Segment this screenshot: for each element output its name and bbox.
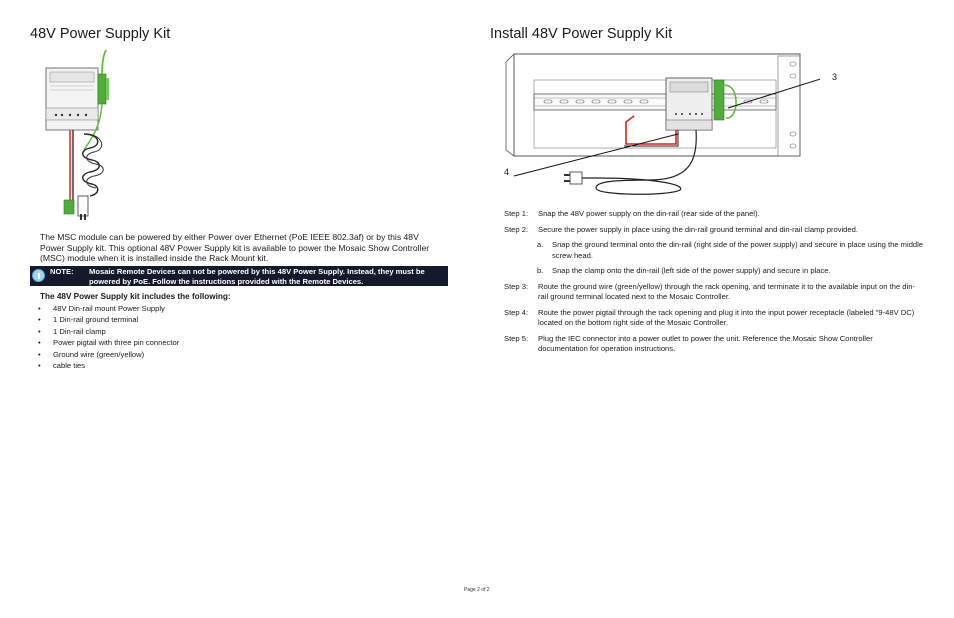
step-3: Step 3: Route the ground wire (green/yellow) through the rack opening, and terminate it to the available input on the din-rail ground terminal located next to the Mosaic Controller.: [504, 282, 915, 302]
note-banner: [30, 266, 448, 286]
intro-paragraph: The MSC module can be powered by either Power over Ethernet (PoE IEEE 802.3af) or by this 48V Power Supply kit. This optional 48V Power Supply kit is available to power the Mosaic Show Controller (MSC) module when it is installed inside the Rack Mount kit.: [40, 232, 430, 263]
step-2: Step 2: Secure the power supply in place using the din-rail ground terminal and din-rail clamp provided.: [504, 224, 858, 234]
step-5: Step 5: Plug the IEC connector into a power outlet to power the unit. Reference the Mosaic Show Controller documentation for operation instructions.: [504, 333, 873, 354]
note-label: NOTE:: [50, 267, 74, 276]
list-item: • 1 Din-rail ground terminal: [38, 315, 139, 325]
install-steps: [504, 209, 924, 360]
list-item: • Power pigtail with three pin connector: [38, 338, 180, 348]
callout-3: 3: [832, 72, 838, 82]
step-1: Step 1: Snap the 48V power supply on the din-rail (rear side of the panel).: [504, 209, 760, 218]
callout-4: 4: [504, 167, 510, 177]
step-4: Step 4: Route the power pigtail through the rack opening and plug it into the input power receptacle (labeled "9-48V DC) located on the bottom right side of the Mosaic Controller.: [504, 307, 915, 328]
info-icon: [32, 269, 45, 282]
list-item: • 1 Din-rail clamp: [38, 326, 106, 336]
page-number: Page 2 of 2: [464, 587, 490, 593]
page-title-left: 48V Power Supply Kit: [30, 26, 171, 42]
list-item: • 48V Din-rail mount Power Supply: [38, 304, 165, 313]
step-2a: a. Snap the ground terminal onto the din-rail (right side of the power supply) and secure in place using the middle screw head.: [537, 240, 924, 260]
page-title-right: Install 48V Power Supply Kit: [490, 26, 673, 42]
kit-contents-heading: The 48V Power Supply kit includes the following:: [40, 292, 231, 301]
list-item: • Ground wire (green/yellow): [38, 349, 145, 359]
rack-install-illustration: [500, 50, 820, 198]
list-item: • cable ties: [38, 360, 86, 370]
note-text: Mosaic Remote Devices can not be powered by this 48V Power Supply. Instead, they must be powered by PoE. Follow the instructions provided with the Remote Devices.: [89, 267, 425, 286]
power-supply-kit-illustration: [40, 50, 120, 222]
step-2b: b. Snap the clamp onto the din-rail (left side of the power supply) and secure in place.: [537, 266, 831, 276]
kit-contents-list: [38, 303, 179, 371]
